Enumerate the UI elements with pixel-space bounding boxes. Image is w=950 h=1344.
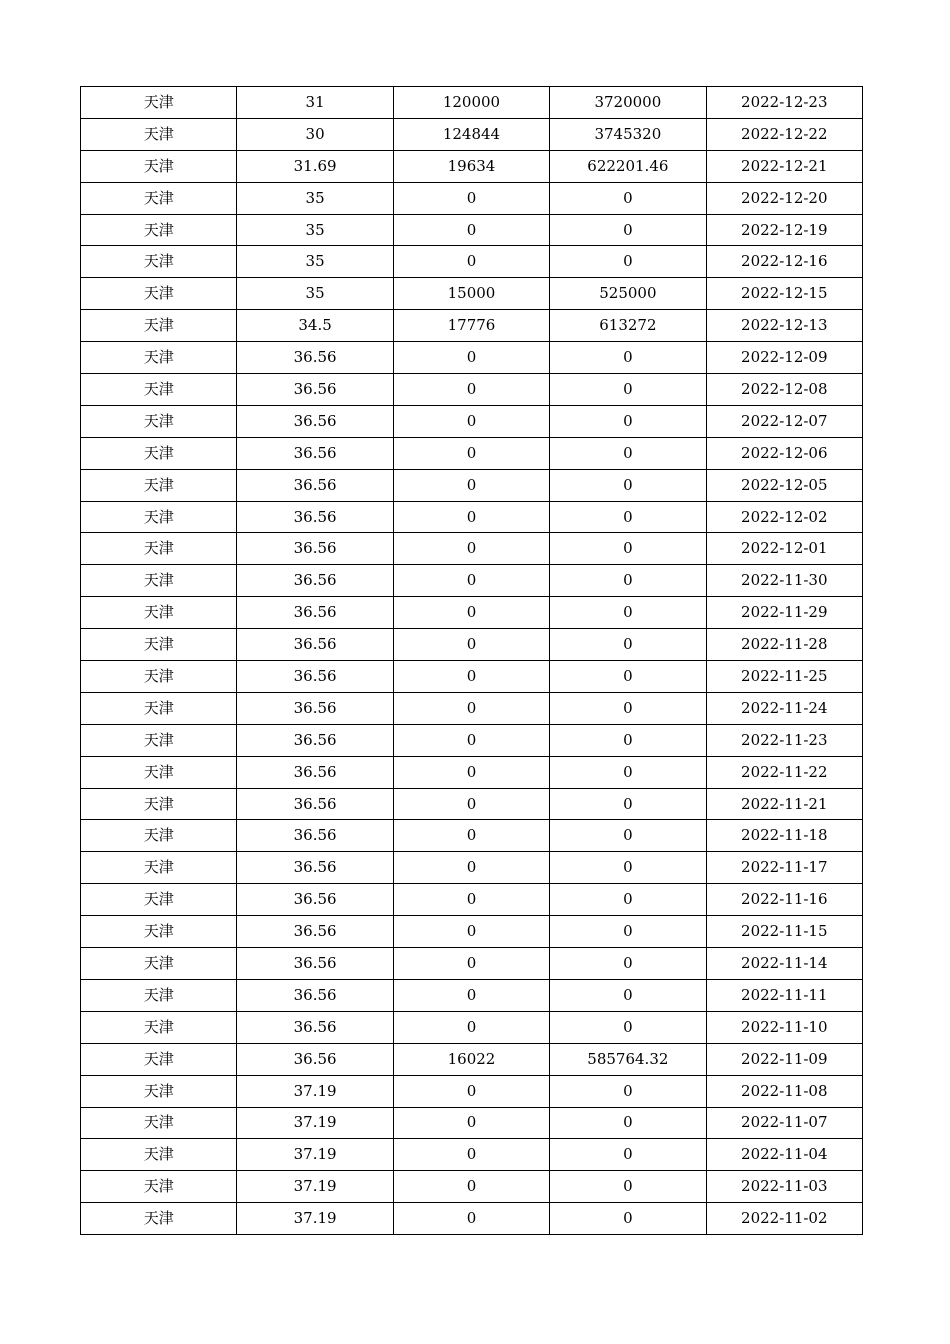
price-cell: 36.56 — [237, 565, 393, 597]
price-cell: 36.56 — [237, 979, 393, 1011]
date-cell: 2022-11-24 — [706, 692, 862, 724]
amount-cell: 0 — [550, 342, 706, 374]
region-cell: 天津 — [81, 469, 237, 501]
volume-cell: 0 — [393, 1075, 549, 1107]
amount-cell: 0 — [550, 1075, 706, 1107]
price-cell: 37.19 — [237, 1171, 393, 1203]
amount-cell: 0 — [550, 852, 706, 884]
region-cell: 天津 — [81, 214, 237, 246]
volume-cell: 0 — [393, 661, 549, 693]
amount-cell: 0 — [550, 884, 706, 916]
volume-cell: 0 — [393, 692, 549, 724]
date-cell: 2022-11-22 — [706, 756, 862, 788]
date-cell: 2022-12-09 — [706, 342, 862, 374]
region-cell: 天津 — [81, 916, 237, 948]
price-cell: 36.56 — [237, 597, 393, 629]
table-body — [81, 87, 863, 1235]
date-cell: 2022-11-14 — [706, 948, 862, 980]
volume-cell: 0 — [393, 1139, 549, 1171]
volume-cell: 16022 — [393, 1043, 549, 1075]
volume-cell: 0 — [393, 1171, 549, 1203]
region-cell: 天津 — [81, 820, 237, 852]
table-row — [81, 469, 863, 501]
volume-cell: 0 — [393, 246, 549, 278]
table-row — [81, 501, 863, 533]
table-row — [81, 374, 863, 406]
date-cell: 2022-12-16 — [706, 246, 862, 278]
amount-cell: 0 — [550, 1107, 706, 1139]
volume-cell: 0 — [393, 342, 549, 374]
price-cell: 36.56 — [237, 948, 393, 980]
volume-cell: 0 — [393, 437, 549, 469]
table-row — [81, 246, 863, 278]
region-cell: 天津 — [81, 1043, 237, 1075]
date-cell: 2022-12-13 — [706, 310, 862, 342]
volume-cell: 0 — [393, 756, 549, 788]
price-cell: 37.19 — [237, 1107, 393, 1139]
price-cell: 36.56 — [237, 820, 393, 852]
table-row — [81, 884, 863, 916]
price-cell: 34.5 — [237, 310, 393, 342]
table-row — [81, 1203, 863, 1235]
date-cell: 2022-12-19 — [706, 214, 862, 246]
amount-cell: 0 — [550, 1203, 706, 1235]
region-cell: 天津 — [81, 724, 237, 756]
amount-cell: 3720000 — [550, 87, 706, 119]
table-row — [81, 182, 863, 214]
date-cell: 2022-11-10 — [706, 1011, 862, 1043]
table-row — [81, 629, 863, 661]
volume-cell: 0 — [393, 469, 549, 501]
volume-cell: 19634 — [393, 150, 549, 182]
region-cell: 天津 — [81, 150, 237, 182]
table-row — [81, 756, 863, 788]
table-row — [81, 1075, 863, 1107]
table-row — [81, 278, 863, 310]
region-cell: 天津 — [81, 182, 237, 214]
amount-cell: 585764.32 — [550, 1043, 706, 1075]
date-cell: 2022-11-18 — [706, 820, 862, 852]
region-cell: 天津 — [81, 661, 237, 693]
amount-cell: 0 — [550, 1011, 706, 1043]
price-cell: 37.19 — [237, 1139, 393, 1171]
table-row — [81, 724, 863, 756]
amount-cell: 0 — [550, 246, 706, 278]
price-cell: 36.56 — [237, 1043, 393, 1075]
region-cell: 天津 — [81, 788, 237, 820]
price-cell: 35 — [237, 278, 393, 310]
price-cell: 36.56 — [237, 342, 393, 374]
region-cell: 天津 — [81, 597, 237, 629]
amount-cell: 0 — [550, 692, 706, 724]
price-cell: 36.56 — [237, 469, 393, 501]
region-cell: 天津 — [81, 374, 237, 406]
region-cell: 天津 — [81, 1107, 237, 1139]
amount-cell: 0 — [550, 533, 706, 565]
amount-cell: 0 — [550, 916, 706, 948]
date-cell: 2022-11-04 — [706, 1139, 862, 1171]
volume-cell: 0 — [393, 1203, 549, 1235]
table-row — [81, 661, 863, 693]
volume-cell: 120000 — [393, 87, 549, 119]
price-cell: 36.56 — [237, 374, 393, 406]
amount-cell: 0 — [550, 565, 706, 597]
price-cell: 35 — [237, 182, 393, 214]
region-cell: 天津 — [81, 1139, 237, 1171]
price-cell: 37.19 — [237, 1203, 393, 1235]
date-cell: 2022-12-02 — [706, 501, 862, 533]
date-cell: 2022-11-16 — [706, 884, 862, 916]
volume-cell: 0 — [393, 214, 549, 246]
price-cell: 36.56 — [237, 533, 393, 565]
region-cell: 天津 — [81, 437, 237, 469]
amount-cell: 0 — [550, 437, 706, 469]
amount-cell: 0 — [550, 1171, 706, 1203]
table-row — [81, 820, 863, 852]
price-cell: 36.56 — [237, 1011, 393, 1043]
region-cell: 天津 — [81, 278, 237, 310]
table-row — [81, 405, 863, 437]
volume-cell: 0 — [393, 1011, 549, 1043]
volume-cell: 0 — [393, 374, 549, 406]
region-cell: 天津 — [81, 948, 237, 980]
price-cell: 31.69 — [237, 150, 393, 182]
date-cell: 2022-12-05 — [706, 469, 862, 501]
price-cell: 36.56 — [237, 661, 393, 693]
price-cell: 36.56 — [237, 501, 393, 533]
data-table — [80, 86, 863, 1235]
date-cell: 2022-11-29 — [706, 597, 862, 629]
date-cell: 2022-12-20 — [706, 182, 862, 214]
amount-cell: 0 — [550, 756, 706, 788]
region-cell: 天津 — [81, 692, 237, 724]
region-cell: 天津 — [81, 87, 237, 119]
date-cell: 2022-11-09 — [706, 1043, 862, 1075]
table-row — [81, 948, 863, 980]
amount-cell: 0 — [550, 469, 706, 501]
date-cell: 2022-11-23 — [706, 724, 862, 756]
region-cell: 天津 — [81, 884, 237, 916]
price-cell: 36.56 — [237, 884, 393, 916]
volume-cell: 0 — [393, 724, 549, 756]
table-row — [81, 150, 863, 182]
volume-cell: 0 — [393, 501, 549, 533]
amount-cell: 0 — [550, 374, 706, 406]
amount-cell: 622201.46 — [550, 150, 706, 182]
volume-cell: 0 — [393, 629, 549, 661]
volume-cell: 0 — [393, 788, 549, 820]
table-row — [81, 214, 863, 246]
volume-cell: 0 — [393, 533, 549, 565]
date-cell: 2022-11-25 — [706, 661, 862, 693]
table-row — [81, 916, 863, 948]
date-cell: 2022-12-22 — [706, 118, 862, 150]
amount-cell: 0 — [550, 724, 706, 756]
price-cell: 36.56 — [237, 692, 393, 724]
amount-cell: 0 — [550, 820, 706, 852]
region-cell: 天津 — [81, 629, 237, 661]
region-cell: 天津 — [81, 1075, 237, 1107]
date-cell: 2022-11-21 — [706, 788, 862, 820]
price-cell: 36.56 — [237, 629, 393, 661]
volume-cell: 0 — [393, 182, 549, 214]
table-row — [81, 692, 863, 724]
volume-cell: 0 — [393, 597, 549, 629]
price-cell: 37.19 — [237, 1075, 393, 1107]
volume-cell: 0 — [393, 820, 549, 852]
amount-cell: 0 — [550, 182, 706, 214]
date-cell: 2022-12-08 — [706, 374, 862, 406]
price-cell: 35 — [237, 214, 393, 246]
volume-cell: 0 — [393, 565, 549, 597]
region-cell: 天津 — [81, 246, 237, 278]
price-cell: 36.56 — [237, 724, 393, 756]
price-cell: 36.56 — [237, 405, 393, 437]
amount-cell: 0 — [550, 214, 706, 246]
amount-cell: 3745320 — [550, 118, 706, 150]
amount-cell: 0 — [550, 979, 706, 1011]
volume-cell: 17776 — [393, 310, 549, 342]
date-cell: 2022-11-02 — [706, 1203, 862, 1235]
region-cell: 天津 — [81, 342, 237, 374]
volume-cell: 0 — [393, 979, 549, 1011]
table-row — [81, 1107, 863, 1139]
date-cell: 2022-12-21 — [706, 150, 862, 182]
price-cell: 36.56 — [237, 916, 393, 948]
amount-cell: 0 — [550, 788, 706, 820]
date-cell: 2022-11-30 — [706, 565, 862, 597]
price-cell: 35 — [237, 246, 393, 278]
amount-cell: 0 — [550, 661, 706, 693]
table-row — [81, 979, 863, 1011]
price-cell: 36.56 — [237, 437, 393, 469]
date-cell: 2022-12-23 — [706, 87, 862, 119]
volume-cell: 15000 — [393, 278, 549, 310]
table-row — [81, 788, 863, 820]
volume-cell: 0 — [393, 1107, 549, 1139]
date-cell: 2022-11-03 — [706, 1171, 862, 1203]
date-cell: 2022-12-15 — [706, 278, 862, 310]
table-row — [81, 342, 863, 374]
amount-cell: 0 — [550, 629, 706, 661]
region-cell: 天津 — [81, 118, 237, 150]
volume-cell: 0 — [393, 884, 549, 916]
region-cell: 天津 — [81, 852, 237, 884]
date-cell: 2022-12-06 — [706, 437, 862, 469]
amount-cell: 525000 — [550, 278, 706, 310]
volume-cell: 0 — [393, 405, 549, 437]
region-cell: 天津 — [81, 310, 237, 342]
region-cell: 天津 — [81, 565, 237, 597]
volume-cell: 0 — [393, 852, 549, 884]
price-cell: 36.56 — [237, 852, 393, 884]
date-cell: 2022-11-11 — [706, 979, 862, 1011]
price-cell: 36.56 — [237, 756, 393, 788]
date-cell: 2022-11-07 — [706, 1107, 862, 1139]
date-cell: 2022-12-01 — [706, 533, 862, 565]
table-row — [81, 310, 863, 342]
table-row — [81, 1139, 863, 1171]
price-cell: 36.56 — [237, 788, 393, 820]
amount-cell: 0 — [550, 501, 706, 533]
table-row — [81, 87, 863, 119]
region-cell: 天津 — [81, 533, 237, 565]
price-cell: 30 — [237, 118, 393, 150]
date-cell: 2022-11-15 — [706, 916, 862, 948]
table-row — [81, 1043, 863, 1075]
volume-cell: 0 — [393, 916, 549, 948]
region-cell: 天津 — [81, 1203, 237, 1235]
table-row — [81, 1171, 863, 1203]
amount-cell: 0 — [550, 1139, 706, 1171]
region-cell: 天津 — [81, 405, 237, 437]
price-cell: 31 — [237, 87, 393, 119]
amount-cell: 0 — [550, 948, 706, 980]
table-row — [81, 565, 863, 597]
table-row — [81, 597, 863, 629]
table-row — [81, 533, 863, 565]
table-row — [81, 852, 863, 884]
amount-cell: 0 — [550, 405, 706, 437]
amount-cell: 613272 — [550, 310, 706, 342]
table-row — [81, 437, 863, 469]
region-cell: 天津 — [81, 501, 237, 533]
date-cell: 2022-11-17 — [706, 852, 862, 884]
region-cell: 天津 — [81, 979, 237, 1011]
date-cell: 2022-12-07 — [706, 405, 862, 437]
region-cell: 天津 — [81, 1171, 237, 1203]
table-row — [81, 118, 863, 150]
region-cell: 天津 — [81, 1011, 237, 1043]
amount-cell: 0 — [550, 597, 706, 629]
region-cell: 天津 — [81, 756, 237, 788]
volume-cell: 0 — [393, 948, 549, 980]
table-row — [81, 1011, 863, 1043]
volume-cell: 124844 — [393, 118, 549, 150]
date-cell: 2022-11-08 — [706, 1075, 862, 1107]
date-cell: 2022-11-28 — [706, 629, 862, 661]
